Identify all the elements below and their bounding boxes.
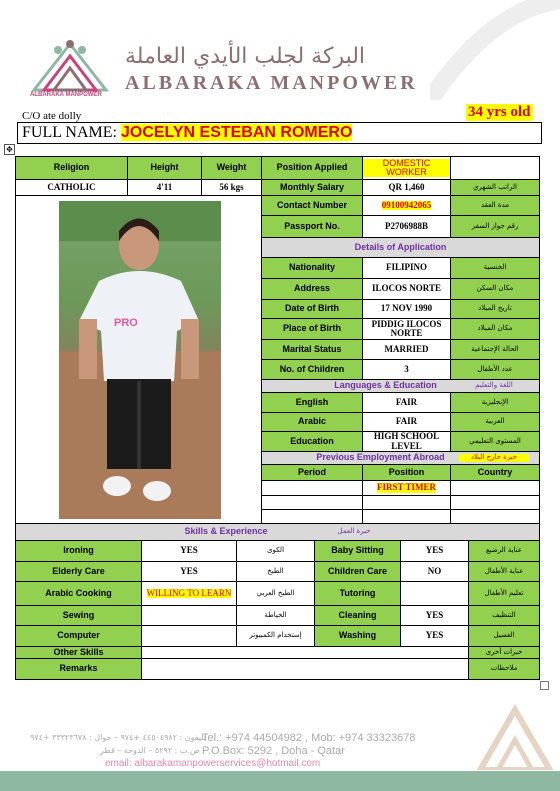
contact-value: 09100942065 [362,195,451,216]
contact-label: Contact Number [261,195,363,216]
skill-label: Sewing [15,605,142,626]
skill-label-arabic: عناية الرضيع [468,540,540,562]
company-logo [30,36,112,92]
detail-value: 3 [362,359,451,380]
employment-cell [450,480,540,496]
salary-value: QR 1,460 [362,179,451,196]
detail-label-arabic: مكان الميلاد [450,318,540,340]
weight-header: Weight [201,156,262,180]
detail-label-arabic: عدد الأطفال [450,359,540,380]
skill-label: Elderly Care [15,561,142,582]
skill-label: Cleaning [314,605,401,626]
detail-label: Marital Status [261,339,363,360]
contact-label-arabic: مدة العقد [450,195,540,216]
language-value: FAIR [362,392,451,413]
age-badge: 34 yrs old [468,104,531,120]
skill-label-arabic: التنظيف [468,605,540,626]
remarks-label: Remarks [15,658,142,680]
height-value: 4'11 [127,179,202,196]
detail-label: Date of Birth [261,299,363,319]
skill-label-arabic: الغسيل [468,625,540,647]
footer-phone-arabic: تليفون : ٤٤٥٠٤٩٨٢ +٩٧٤ – جوال : ٣٣٣٢٣٦٧٨ +٩٧٤ [30,733,207,742]
care-of-text: C/O ate dolly [22,110,82,122]
detail-value: 17 NOV 1990 [362,299,451,319]
details-section-title: Details of Application [261,237,540,258]
employment-cell [261,480,363,496]
detail-label: Nationality [261,257,363,279]
skill-value [400,581,469,606]
applicant-photo [59,201,221,519]
skill-label: Computer [15,625,142,647]
other-skills-label: Other Skills [15,646,142,659]
detail-label-arabic: الجنسية [450,257,540,279]
passport-label: Passport No. [261,215,363,238]
passport-value: P2706988B [362,215,451,238]
table-resize-handle[interactable] [540,681,549,690]
full-name-value: JOCELYN ESTEBAN ROMERO [120,124,353,141]
employment-cell [261,509,363,524]
footer-decoration [470,700,560,770]
position-header: Position [362,464,451,481]
skill-label-arabic: إستخدام الكمبيوتر [236,625,315,647]
footer-phone: Tel.: +974 44504982 , Mob: +974 33323678 [202,732,416,744]
skill-label-arabic: تعليم الأطفال [468,581,540,606]
detail-label: No. of Children [261,359,363,380]
employment-cell [450,495,540,510]
company-name-arabic: البركة لجلب الأيدي العاملة [125,44,366,69]
languages-section-title: Languages & Education اللغة والتعليم [261,379,540,393]
detail-value: PIDDIG ILOCOS NORTE [362,318,451,340]
skill-value: YES [400,540,469,562]
skill-value: WILLING TO LEARN [141,581,237,606]
employment-cell [362,509,451,524]
detail-value: MARRIED [362,339,451,360]
footer-email: email: albarakamanpowerservices@hotmail.com [105,758,321,769]
detail-label: Address [261,278,363,300]
skill-label: Ironing [15,540,142,562]
other-skills-label-arabic: خبرات أخرى [468,646,540,659]
skill-value: NO [400,561,469,582]
country-header: Country [450,464,540,481]
skill-label-arabic: الخياطة [236,605,315,626]
language-label-arabic: الإنجليزية [450,392,540,413]
skill-value: YES [400,605,469,626]
position-applied-value: DOMESTIC WORKER [362,156,451,180]
salary-label: Monthly Salary [261,179,363,196]
skill-label-arabic: الكوى [236,540,315,562]
skill-value: YES [400,625,469,647]
header-decoration [430,0,560,100]
skill-label-arabic: عناية الأطفال [468,561,540,582]
detail-label-arabic: مكان السكن [450,278,540,300]
skill-label: Washing [314,625,401,647]
detail-label-arabic: تاريخ الميلاد [450,299,540,319]
position-applied-label: Position Applied [261,156,363,180]
language-label: Arabic [261,412,363,432]
detail-label: Place of Birth [261,318,363,340]
full-name-label: FULL NAME: [22,124,117,141]
employment-cell [450,509,540,524]
position-blank [450,156,540,180]
footer-pobox-arabic: ص.ب : ٥٢٩٢ – الدوحة – قطر [100,746,200,755]
footer-pobox: P.O.Box: 5292 , Doha - Qatar [202,745,345,757]
skill-label: Children Care [314,561,401,582]
employment-section-title: Previous Employment Abroad خبرة خارج البلاد [261,451,540,465]
language-label-arabic: العربية [450,412,540,432]
skill-value: YES [141,561,237,582]
religion-header: Religion [15,156,128,180]
language-value: HIGH SCHOOL LEVEL [362,431,451,452]
detail-value: FILIPINO [362,257,451,279]
passport-label-arabic: رقم جواز السفر [450,215,540,238]
weight-value: 56 kgs [201,179,262,196]
skill-value [141,625,237,647]
detail-label-arabic: الحالة الإجتماعية [450,339,540,360]
skill-label: Baby Sitting [314,540,401,562]
remarks-label-arabic: ملاحظات [468,658,540,680]
skill-label-arabic: الطبخ [236,561,315,582]
skills-section-title: Skills & Experience خبرة العمل [15,523,540,541]
skill-label: Arabic Cooking [15,581,142,606]
skill-label: Tutoring [314,581,401,606]
employment-cell [261,495,363,510]
language-value: FAIR [362,412,451,432]
svg-text:PRO: PRO [114,317,138,329]
detail-value: ILOCOS NORTE [362,278,451,300]
language-label-arabic: المستوى التعليمي [450,431,540,452]
skill-value [141,605,237,626]
period-header: Period [261,464,363,481]
language-label: English [261,392,363,413]
logo-caption: ALBARAKA MANPOWER [30,92,102,98]
footer-band [0,771,560,791]
full-name-box [17,122,542,144]
skill-label-arabic: الطبخ العربي [236,581,315,606]
employment-cell [362,495,451,510]
height-header: Height [127,156,202,180]
religion-value: CATHOLIC [15,179,128,196]
skill-value: YES [141,540,237,562]
table-move-handle-icon[interactable]: ✥ [4,144,15,155]
employment-position-cell: FIRST TIMER [362,480,451,496]
language-label: Education [261,431,363,452]
company-name-english: ALBARAKA MANPOWER [125,72,418,94]
salary-label-arabic: الراتب الشهري [450,179,540,196]
remarks-value [141,658,469,680]
